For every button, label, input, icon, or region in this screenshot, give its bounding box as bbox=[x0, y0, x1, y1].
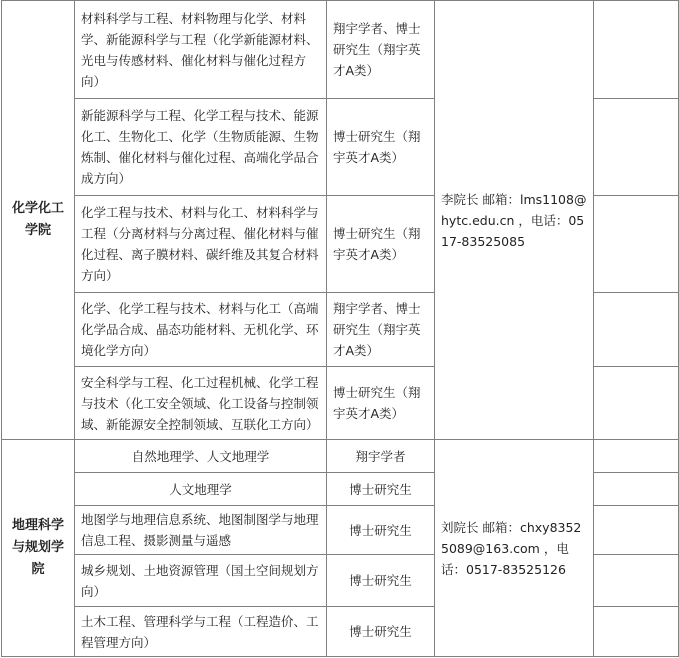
category-cell: 博士研究生 bbox=[327, 607, 435, 657]
contact-cell: 李院长 邮箱：lms1108@hytc.edu.cn ，电话：0517-83525085 bbox=[435, 1, 594, 440]
empty-cell bbox=[594, 367, 679, 440]
category-cell: 博士研究生（翔宇英才A类） bbox=[327, 99, 435, 196]
empty-cell bbox=[594, 506, 679, 555]
empty-cell bbox=[594, 99, 679, 196]
empty-cell bbox=[594, 607, 679, 657]
empty-cell bbox=[594, 293, 679, 367]
discipline-cell: 化学、化学工程与技术、材料与化工（高端化学品合成、晶态功能材料、无机化学、环境化学方向） bbox=[75, 293, 327, 367]
table-row bbox=[2, 1, 679, 99]
category-cell: 翔宇学者、博士研究生（翔宇英才A类） bbox=[327, 293, 435, 367]
discipline-cell: 城乡规划、土地资源管理（国土空间规划方向） bbox=[75, 555, 327, 607]
empty-cell bbox=[594, 473, 679, 506]
contact-cell: 刘院长 邮箱：chxy83525089@163.com ，电话：0517-83525126 bbox=[435, 440, 594, 657]
discipline-cell: 新能源科学与工程、化学工程与技术、能源化工、生物化工、化学（生物质能源、生物炼制、催化材料与催化过程、高端化学品合成方向） bbox=[75, 99, 327, 196]
discipline-cell: 化学工程与技术、材料与化工、材料科学与工程（分离材料与分离过程、催化材料与催化过程、离子膜材料、碳纤维及其复合材料方向） bbox=[75, 196, 327, 293]
category-cell: 翔宇学者 bbox=[327, 440, 435, 473]
recruitment-table bbox=[1, 0, 679, 657]
empty-cell bbox=[594, 1, 679, 99]
empty-cell bbox=[594, 196, 679, 293]
category-cell: 博士研究生（翔宇英才A类） bbox=[327, 367, 435, 440]
discipline-cell: 材料科学与工程、材料物理与化学、材料学、新能源科学与工程（化学新能源材料、光电与传感材料、催化材料与催化过程方向） bbox=[75, 1, 327, 99]
category-cell: 翔宇学者、博士研究生（翔宇英才A类） bbox=[327, 1, 435, 99]
empty-cell bbox=[594, 555, 679, 607]
discipline-cell: 土木工程、管理科学与工程（工程造价、工程管理方向） bbox=[75, 607, 327, 657]
table-row bbox=[2, 440, 679, 473]
college-name: 地理科学与规划学院 bbox=[2, 440, 75, 657]
discipline-cell: 人文地理学 bbox=[75, 473, 327, 506]
empty-cell bbox=[594, 440, 679, 473]
category-cell: 博士研究生 bbox=[327, 555, 435, 607]
category-cell: 博士研究生（翔宇英才A类） bbox=[327, 196, 435, 293]
discipline-cell: 安全科学与工程、化工过程机械、化学工程与技术（化工安全领域、化工设备与控制领域、新能源安全控制领域、互联化工方向） bbox=[75, 367, 327, 440]
discipline-cell: 地图学与地理信息系统、地图制图学与地理信息工程、摄影测量与遥感 bbox=[75, 506, 327, 555]
category-cell: 博士研究生 bbox=[327, 506, 435, 555]
college-name: 化学化工学院 bbox=[2, 1, 75, 440]
category-cell: 博士研究生 bbox=[327, 473, 435, 506]
discipline-cell: 自然地理学、人文地理学 bbox=[75, 440, 327, 473]
